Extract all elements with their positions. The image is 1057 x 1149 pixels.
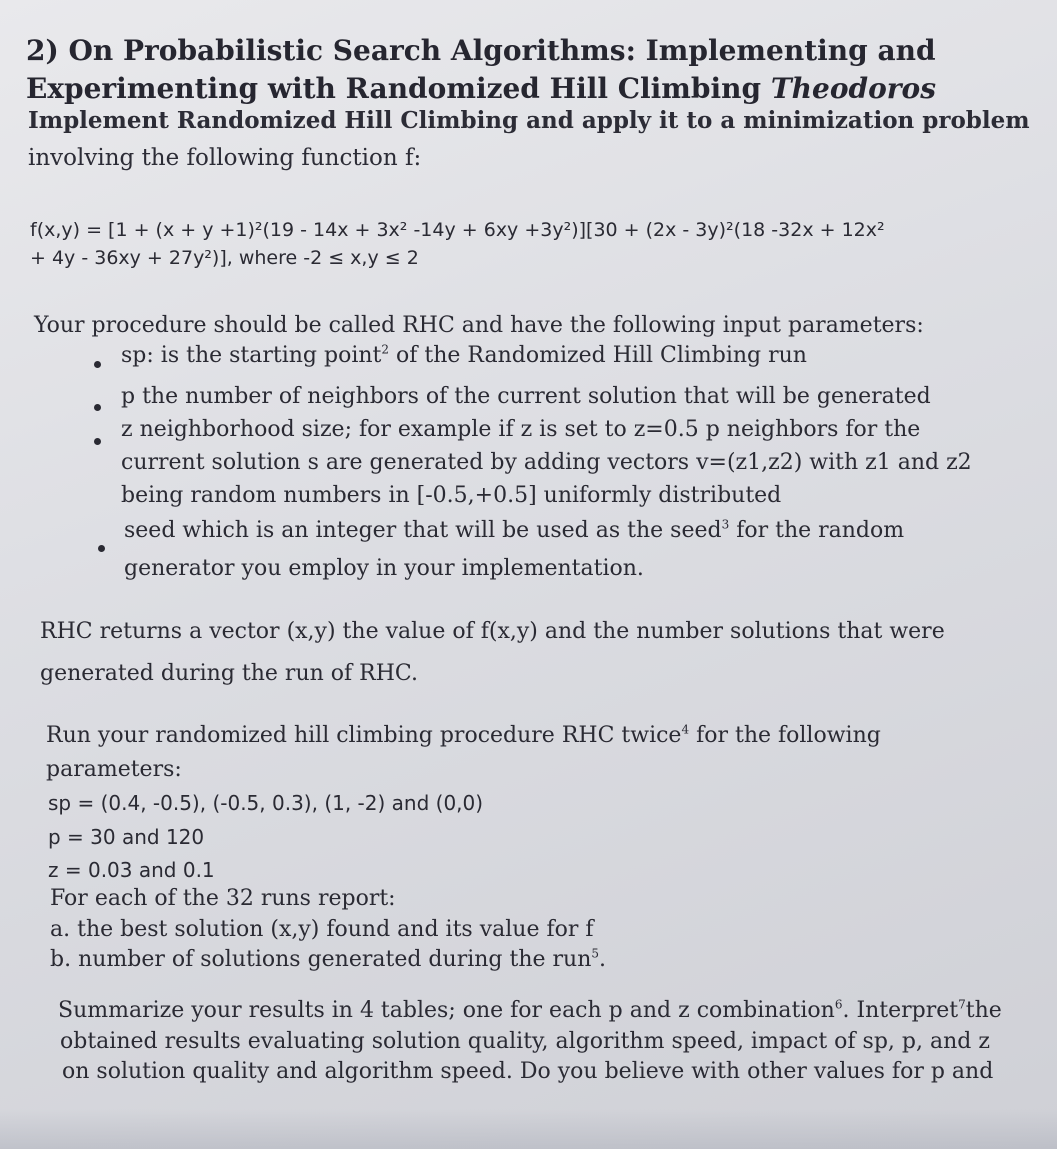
run-report: For each of the 32 runs report:	[50, 886, 396, 911]
bullet-dot	[94, 404, 101, 411]
params-intro: Your procedure should be called RHC and have the following input parameters:	[34, 313, 924, 338]
section-title-plain: Experimenting with Randomized Hill Climbing	[26, 72, 771, 105]
formula-line-1: f(x,y) = [1 + (x + y +1)²(19 - 14x + 3x² -14y + 6xy +3y²)][30 + (2x - 3y)²(18 -32x + 12x²	[30, 219, 885, 241]
run-line-1-tail: for the following	[689, 723, 881, 748]
bullet-sp-tail: of the Randomized Hill Climbing run	[389, 343, 807, 368]
returns-line-2: generated during the run of RHC.	[40, 661, 418, 686]
bullet-z-line-2: current solution s are generated by adding vectors v=(z1,z2) with z1 and z2	[121, 450, 972, 475]
summary-line-1-tail: the	[965, 998, 1002, 1023]
section-title-line-2	[26, 72, 936, 106]
footnote-ref-4: 4	[681, 722, 690, 737]
run-line-1-text: Run your randomized hill climbing procedure RHC twice	[46, 723, 682, 748]
bullet-dot	[94, 361, 101, 368]
formula-line-2: + 4y - 36xy + 27y²)], where -2 ≤ x,y ≤ 2	[30, 247, 419, 269]
section-title-line-1: 2) On Probabilistic Search Algorithms: Implementing and	[26, 34, 936, 67]
run-z-values: z = 0.03 and 0.1	[48, 858, 215, 882]
footnote-ref-3: 3	[721, 517, 730, 532]
bullet-seed-line-2: generator you employ in your implementation.	[124, 556, 644, 581]
summary-line-2: obtained results evaluating solution quality, algorithm speed, impact of sp, p, and z	[60, 1029, 990, 1054]
run-report-b-tail: .	[599, 947, 607, 972]
bullet-seed-line-1	[124, 517, 904, 545]
section-title-author: Theodoros	[770, 72, 936, 105]
bullet-sp	[121, 342, 807, 370]
bullet-seed-text: seed which is an integer that will be used as the seed	[124, 518, 722, 543]
intro-line-2: involving the following function f:	[28, 145, 422, 171]
summary-line-1-text: Summarize your results in 4 tables; one for each p and z combination	[58, 998, 835, 1023]
footnote-ref-2: 2	[381, 342, 390, 357]
bullet-dot	[98, 545, 105, 552]
intro-line-1: Implement Randomized Hill Climbing and apply it to a minimization problem	[28, 107, 1030, 134]
bullet-p: p the number of neighbors of the current solution that will be generated	[121, 384, 931, 409]
run-report-b	[50, 946, 606, 974]
bullet-z-line-1: z neighborhood size; for example if z is set to z=0.5 p neighbors for the	[121, 417, 921, 442]
footnote-ref-6: 6	[834, 997, 843, 1012]
run-report-a: a. the best solution (x,y) found and its value for f	[50, 917, 594, 942]
footnote-ref-7: 7	[958, 997, 966, 1012]
page-bottom-shadow	[0, 1109, 1057, 1149]
summary-line-1-mid: . Interpret	[842, 998, 959, 1023]
bullet-z-line-3: being random numbers in [-0.5,+0.5] uniformly distributed	[121, 483, 782, 508]
run-report-b-text: b. number of solutions generated during the run	[50, 947, 592, 972]
bullet-sp-text: sp: is the starting point	[121, 343, 382, 368]
run-line-1	[46, 722, 881, 750]
run-sp-values: sp = (0.4, -0.5), (-0.5, 0.3), (1, -2) and (0,0)	[48, 791, 484, 815]
run-p-values: p = 30 and 120	[48, 825, 205, 849]
run-line-2: parameters:	[46, 757, 182, 782]
summary-line-3: on solution quality and algorithm speed. Do you believe with other values for p and	[62, 1059, 994, 1084]
bullet-seed-tail: for the random	[729, 518, 905, 543]
bullet-dot	[94, 438, 101, 445]
summary-line-1	[58, 997, 1002, 1025]
returns-line-1: RHC returns a vector (x,y) the value of f(x,y) and the number solutions that were	[40, 619, 945, 644]
footnote-ref-5: 5	[591, 946, 600, 961]
